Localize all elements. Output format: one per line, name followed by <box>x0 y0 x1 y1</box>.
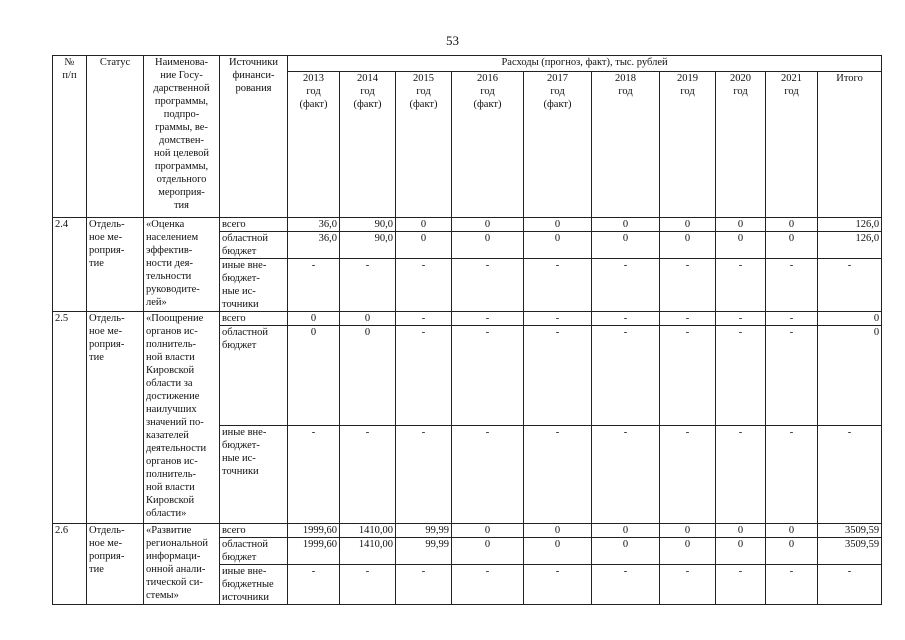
year-value: 0 <box>524 538 592 565</box>
year-value: - <box>766 565 818 605</box>
table-body <box>53 218 882 605</box>
header-sources-line: Источники <box>229 57 278 68</box>
year-value: 0 <box>660 218 716 232</box>
total-value: - <box>818 426 882 524</box>
row-event-name-line: «Поощрение <box>146 313 204 324</box>
year-value: - <box>716 312 766 326</box>
row-event-name-line: органов ис- <box>146 456 198 467</box>
row-event-name-line: наилучших <box>146 404 197 415</box>
year-value: - <box>452 565 524 605</box>
row-event-name-line: «Оценка <box>146 219 185 230</box>
row-event-name-line: населением <box>146 232 199 243</box>
year-value: - <box>452 326 524 426</box>
year-value: 0 <box>592 218 660 232</box>
header-year-line: 2017 <box>547 73 568 84</box>
funding-source-line: точники <box>222 466 259 477</box>
header-name-line: дарственной <box>153 83 210 94</box>
row-event-name-line: казателей <box>146 430 189 441</box>
row-status-line: Отдель- <box>89 313 125 324</box>
year-value: - <box>288 565 340 605</box>
year-value: 0 <box>592 232 660 259</box>
row-event-name <box>144 312 220 524</box>
year-value: - <box>766 259 818 312</box>
year-value: 36,0 <box>288 218 340 232</box>
header-name-line: подпро- <box>163 109 200 120</box>
funding-source-line: ные ис- <box>222 286 256 297</box>
funding-source <box>220 426 288 524</box>
year-value: 0 <box>524 218 592 232</box>
row-event-name-line: лей» <box>146 297 167 308</box>
row-number: 2.5 <box>53 312 87 524</box>
year-value: - <box>340 259 396 312</box>
year-value: - <box>524 326 592 426</box>
header-year-line: 2013 <box>303 73 324 84</box>
row-event-name-line: эффектив- <box>146 245 193 256</box>
year-value: - <box>660 312 716 326</box>
row-status <box>87 312 144 524</box>
funding-source <box>220 312 288 326</box>
year-value: - <box>716 326 766 426</box>
funding-source-line: областной <box>222 233 268 244</box>
year-value: 0 <box>660 538 716 565</box>
table-row <box>53 312 882 326</box>
table-row <box>53 524 882 538</box>
total-value: - <box>818 565 882 605</box>
funding-source-line: иные вне- <box>222 427 267 438</box>
row-status <box>87 218 144 312</box>
header-year <box>660 72 716 218</box>
year-value: 0 <box>396 232 452 259</box>
header-year-line: год <box>680 86 695 97</box>
total-value: 0 <box>818 312 882 326</box>
total-value: 0 <box>818 326 882 426</box>
year-value: - <box>396 426 452 524</box>
year-value: 0 <box>452 538 524 565</box>
year-value: - <box>452 259 524 312</box>
row-event-name <box>144 218 220 312</box>
year-value: 1999,60 <box>288 524 340 538</box>
funding-source-line: бюджет- <box>222 440 260 451</box>
total-value: 3509,59 <box>818 538 882 565</box>
funding-source-line: иные вне- <box>222 260 267 271</box>
year-value: - <box>396 326 452 426</box>
header-row-number-line: № <box>64 57 75 68</box>
year-value: 1410,00 <box>340 538 396 565</box>
year-value: - <box>660 259 716 312</box>
header-name-line: программы, <box>154 96 209 107</box>
row-event-name-line: полнитель- <box>146 469 196 480</box>
year-value: - <box>524 426 592 524</box>
row-status-line: роприя- <box>89 245 125 256</box>
year-value: - <box>396 312 452 326</box>
header-year <box>818 72 882 218</box>
year-value: 0 <box>592 538 660 565</box>
funding-source <box>220 259 288 312</box>
header-year-line: (факт) <box>473 99 502 110</box>
row-event-name-line: стемы» <box>146 590 179 601</box>
funding-source-line: бюджет <box>222 246 257 257</box>
funding-source-line: всего <box>222 525 246 536</box>
row-status-line: ное ме- <box>89 538 123 549</box>
header-expenses-group: Расходы (прогноз, факт), тыс. рублей <box>288 56 882 72</box>
header-year <box>340 72 396 218</box>
table-header <box>53 56 882 218</box>
funding-source <box>220 232 288 259</box>
header-year <box>288 72 340 218</box>
row-event-name <box>144 524 220 605</box>
year-value: 0 <box>288 312 340 326</box>
row-event-name-line: тельности <box>146 271 192 282</box>
table-row <box>53 218 882 232</box>
year-value: - <box>592 312 660 326</box>
year-value: 0 <box>524 232 592 259</box>
header-year-line: 2015 <box>413 73 434 84</box>
year-value: - <box>592 426 660 524</box>
row-status-line: роприя- <box>89 339 125 350</box>
total-value: 3509,59 <box>818 524 882 538</box>
row-event-name-line: Кировской <box>146 495 195 506</box>
year-value: - <box>716 259 766 312</box>
year-value: 99,99 <box>396 524 452 538</box>
year-value: 0 <box>452 524 524 538</box>
row-event-name-line: информаци- <box>146 551 201 562</box>
budget-table <box>52 55 882 605</box>
page-number: 53 <box>446 33 459 48</box>
header-name-line: домствен- <box>159 135 204 146</box>
year-value: 90,0 <box>340 218 396 232</box>
header-year-line: 2014 <box>357 73 378 84</box>
row-status-line: тие <box>89 564 104 575</box>
year-value: - <box>766 326 818 426</box>
funding-source <box>220 538 288 565</box>
year-value: 0 <box>766 232 818 259</box>
row-status-line: ное ме- <box>89 232 123 243</box>
year-value: - <box>340 426 396 524</box>
year-value: - <box>288 426 340 524</box>
row-event-name-line: деятельности <box>146 443 207 454</box>
funding-source-line: бюджет <box>222 340 257 351</box>
year-value: - <box>452 426 524 524</box>
year-value: - <box>396 565 452 605</box>
header-name-line: граммы, ве- <box>155 122 208 133</box>
header-name <box>144 56 220 218</box>
header-year-line: год <box>550 86 565 97</box>
header-row-number <box>53 56 87 218</box>
header-year-line: 2019 <box>677 73 698 84</box>
year-value: - <box>766 426 818 524</box>
funding-source-line: всего <box>222 313 246 324</box>
row-number: 2.4 <box>53 218 87 312</box>
year-value: - <box>524 565 592 605</box>
row-event-name-line: значений по- <box>146 417 204 428</box>
header-name-line: тия <box>173 200 190 211</box>
year-value: 90,0 <box>340 232 396 259</box>
header-year <box>716 72 766 218</box>
header-year-line: год <box>480 86 495 97</box>
funding-source <box>220 218 288 232</box>
year-value: 0 <box>716 218 766 232</box>
header-year-line: 2021 <box>781 73 802 84</box>
row-status <box>87 524 144 605</box>
funding-source-line: областной <box>222 539 268 550</box>
header-status: Статус <box>87 56 144 218</box>
year-value: - <box>766 312 818 326</box>
year-value: 0 <box>396 218 452 232</box>
funding-source <box>220 565 288 605</box>
header-year-line: (факт) <box>409 99 438 110</box>
row-event-name-line: органов ис- <box>146 326 198 337</box>
funding-source <box>220 326 288 426</box>
funding-source-line: точники <box>222 299 259 310</box>
year-value: - <box>452 312 524 326</box>
row-event-name-line: онной анали- <box>146 564 206 575</box>
funding-source-line: бюджетные <box>222 579 274 590</box>
year-value: 0 <box>660 524 716 538</box>
year-value: - <box>660 426 716 524</box>
row-event-name-line: руководите- <box>146 284 200 295</box>
header-year-line: год <box>360 86 375 97</box>
row-event-name-line: тической си- <box>146 577 203 588</box>
header-year-line: год <box>306 86 321 97</box>
year-value: - <box>340 565 396 605</box>
header-name-line: программы, <box>154 161 209 172</box>
year-value: 0 <box>592 524 660 538</box>
row-event-name-line: ной власти <box>146 352 195 363</box>
total-value: - <box>818 259 882 312</box>
year-value: - <box>524 259 592 312</box>
year-value: - <box>660 326 716 426</box>
row-event-name-line: области» <box>146 508 187 519</box>
row-event-name-line: полнитель- <box>146 339 196 350</box>
header-year <box>592 72 660 218</box>
year-value: - <box>660 565 716 605</box>
year-value: 0 <box>766 524 818 538</box>
year-value: 1410,00 <box>340 524 396 538</box>
year-value: 0 <box>452 218 524 232</box>
row-status-line: ное ме- <box>89 326 123 337</box>
funding-source-line: иные вне- <box>222 566 267 577</box>
header-sources-line: финанси- <box>232 70 275 81</box>
year-value: 0 <box>660 232 716 259</box>
funding-source-line: областной <box>222 327 268 338</box>
row-number: 2.6 <box>53 524 87 605</box>
row-status-line: Отдель- <box>89 219 125 230</box>
year-value: - <box>396 259 452 312</box>
funding-source-line: источники <box>222 592 269 603</box>
funding-source-line: всего <box>222 219 246 230</box>
header-name-line: Наименова- <box>154 57 208 68</box>
year-value: - <box>524 312 592 326</box>
year-value: - <box>592 259 660 312</box>
header-year-line: год <box>618 86 633 97</box>
header-year-line: (факт) <box>299 99 328 110</box>
year-value: 1999,60 <box>288 538 340 565</box>
year-value: 0 <box>716 524 766 538</box>
funding-source <box>220 524 288 538</box>
year-value: 0 <box>340 326 396 426</box>
total-value: 126,0 <box>818 218 882 232</box>
header-year-line: год <box>416 86 431 97</box>
header-name-line: мероприя- <box>158 187 205 198</box>
year-value: - <box>592 326 660 426</box>
header-year <box>766 72 818 218</box>
row-event-name-line: ной власти <box>146 482 195 493</box>
year-value: 0 <box>340 312 396 326</box>
year-value: 36,0 <box>288 232 340 259</box>
header-row-number-line: п/п <box>62 70 77 81</box>
row-event-name-line: области за <box>146 378 193 389</box>
total-value: 126,0 <box>818 232 882 259</box>
year-value: 0 <box>524 524 592 538</box>
header-year <box>396 72 452 218</box>
header-year-line: 2020 <box>730 73 751 84</box>
header-sources-line: рования <box>235 83 272 94</box>
row-event-name-line: Кировской <box>146 365 195 376</box>
year-value: 0 <box>288 326 340 426</box>
header-year-line: Итого <box>836 73 863 84</box>
row-status-line: роприя- <box>89 551 125 562</box>
year-value: - <box>716 426 766 524</box>
year-value: 0 <box>452 232 524 259</box>
header-year <box>524 72 592 218</box>
funding-source-line: бюджет <box>222 552 257 563</box>
year-value: - <box>716 565 766 605</box>
header-name-line: ние Госу- <box>160 70 203 81</box>
row-event-name-line: ности дея- <box>146 258 193 269</box>
row-event-name-line: «Развитие <box>146 525 192 536</box>
year-value: 0 <box>766 538 818 565</box>
year-value: 99,99 <box>396 538 452 565</box>
header-year-line: год <box>733 86 748 97</box>
funding-source-line: бюджет- <box>222 273 260 284</box>
row-status-line: Отдель- <box>89 525 125 536</box>
header-sources <box>220 56 288 218</box>
row-status-line: тие <box>89 352 104 363</box>
header-name-line: отдельного <box>156 174 207 185</box>
header-year-line: год <box>784 86 799 97</box>
year-value: 0 <box>716 232 766 259</box>
header-name-line: ной целевой <box>153 148 210 159</box>
year-value: 0 <box>716 538 766 565</box>
header-year-line: 2016 <box>477 73 498 84</box>
funding-source-line: ные ис- <box>222 453 256 464</box>
year-value: - <box>592 565 660 605</box>
header-year <box>452 72 524 218</box>
year-value: 0 <box>766 218 818 232</box>
header-year-line: (факт) <box>543 99 572 110</box>
row-event-name-line: достижение <box>146 391 200 402</box>
row-event-name-line: региональной <box>146 538 208 549</box>
row-status-line: тие <box>89 258 104 269</box>
header-year-line: (факт) <box>353 99 382 110</box>
header-year-line: 2018 <box>615 73 636 84</box>
year-value: - <box>288 259 340 312</box>
